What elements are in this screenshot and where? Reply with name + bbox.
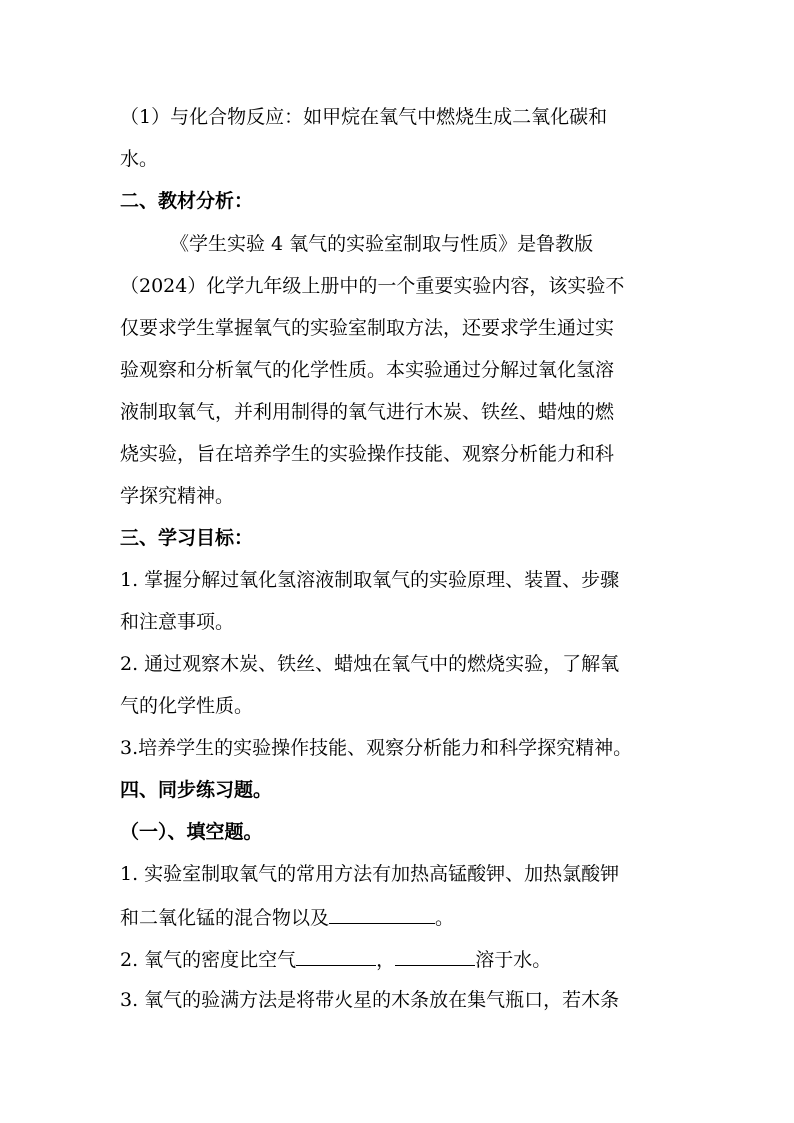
goal-line: 2. 通过观察木炭、铁丝、蜡烛在氧气中的燃烧实验，了解氧 [120, 653, 620, 675]
question-text: 2. 氧气的密度比空气 [120, 949, 297, 971]
goal-line: 3.培养学生的实验操作技能、观察分析能力和科学探究精神。 [120, 737, 633, 759]
paragraph-line: 烧实验，旨在培养学生的实验操作技能、观察分析能力和科 [120, 443, 615, 465]
section-heading: 二、教材分析： [120, 190, 254, 212]
goal-line: 气的化学性质。 [120, 695, 254, 717]
question-line: 3. 氧气的验满方法是将带火星的木条放在集气瓶口，若木条 [120, 989, 620, 1011]
goal-line: 1. 掌握分解过氧化氢溶液制取氧气的实验原理、装置、步骤 [120, 569, 620, 591]
section-heading: 四、同步练习题。 [120, 779, 273, 801]
section-heading: 三、学习目标： [120, 527, 254, 549]
paragraph-line: 学探究精神。 [120, 485, 235, 507]
question-text: 和二氧化锰的混合物以及 [120, 907, 330, 929]
question-line [120, 903, 454, 931]
question-text: ， [376, 949, 396, 971]
question-text: 溶于水。 [475, 949, 552, 971]
question-text: 。 [435, 907, 455, 929]
paragraph-line: 《学生实验 4 氧气的实验室制取与性质》是鲁教版 [170, 233, 594, 255]
paragraph-line: （2024）化学九年级上册中的一个重要实验内容，该实验不 [120, 275, 625, 297]
answer-blank[interactable] [395, 945, 475, 966]
answer-blank[interactable] [329, 903, 435, 924]
subsection-heading: （一）、填空题。 [120, 821, 263, 843]
goal-line: 和注意事项。 [120, 611, 235, 633]
question-line [120, 945, 551, 973]
paragraph-line: 液制取氧气，并利用制得的氧气进行木炭、铁丝、蜡烛的燃 [120, 401, 615, 423]
text-line: （1）与化合物反应：如甲烷在氧气中燃烧生成二氧化碳和 [120, 106, 608, 128]
answer-blank[interactable] [296, 945, 376, 966]
paragraph-line: 验观察和分析氧气的化学性质。本实验通过分解过氧化氢溶 [120, 359, 615, 381]
question-line: 1. 实验室制取氧气的常用方法有加热高锰酸钾、加热氯酸钾 [120, 863, 620, 885]
paragraph-line: 仅要求学生掌握氧气的实验室制取方法，还要求学生通过实 [120, 317, 615, 339]
text-line: 水。 [120, 148, 159, 170]
